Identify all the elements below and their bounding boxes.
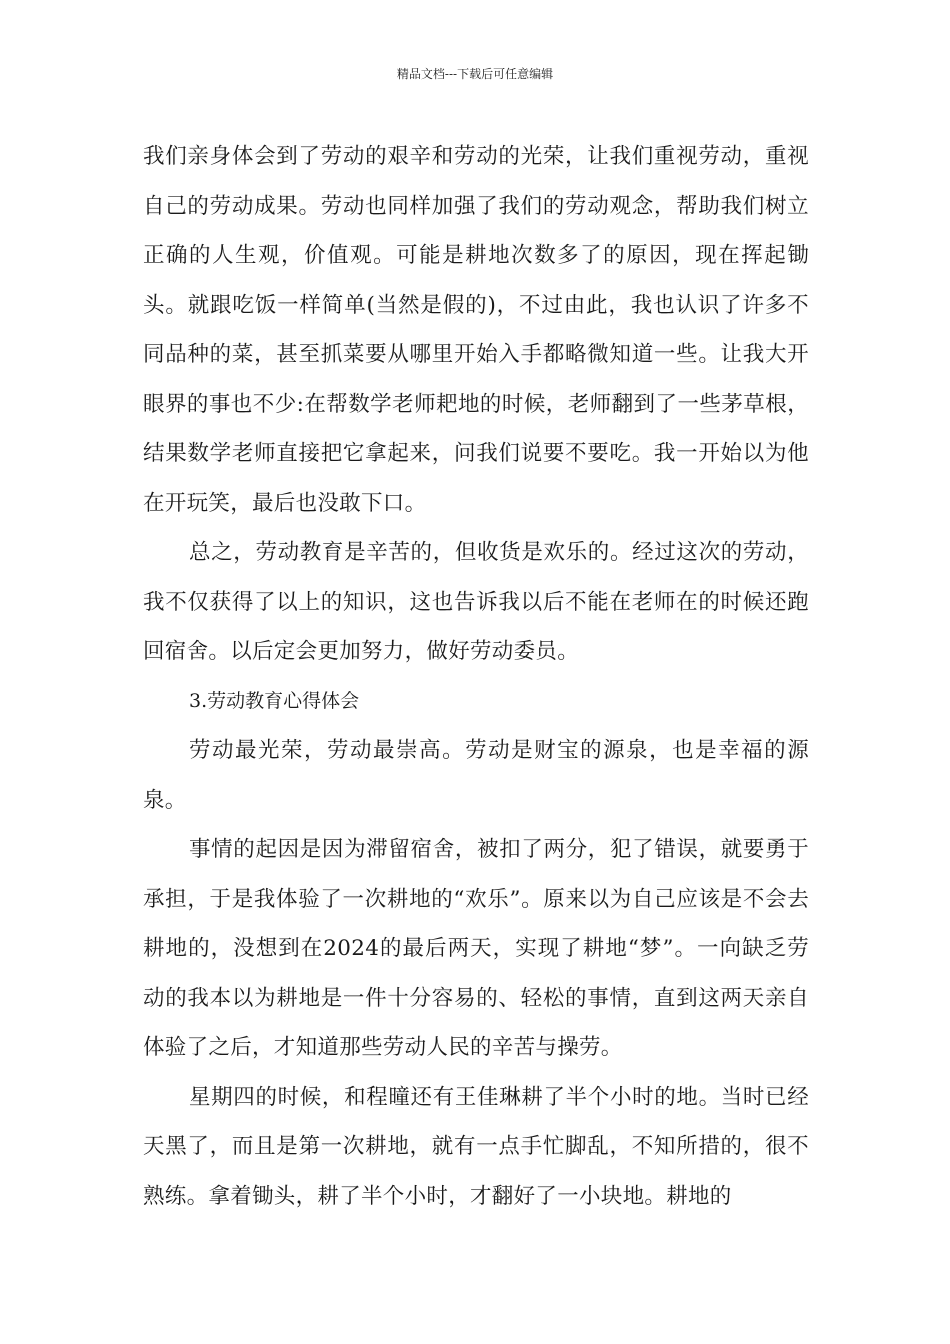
document-body bbox=[143, 132, 809, 1221]
paragraph-5: 星期四的时候，和程曈还有王佳琳耕了半个小时的地。当时已经天黑了，而且是第一次耕地，就有一点手忙脚乱，不知所措的，很不熟练。拿着锄头，耕了半个小时，才翻好了一小块地。耕地的 bbox=[143, 1084, 809, 1209]
paragraph-2: 总之，劳动教育是辛苦的，但收货是欢乐的。经过这次的劳动，我不仅获得了以上的知识，这也告诉我以后不能在老师在的时候还跑回宿舍。以后定会更加努力，做好劳动委员。 bbox=[143, 540, 809, 664]
paragraph-4: 事情的起因是因为滞留宿舍，被扣了两分，犯了错误，就要勇于承担，于是我体验了一次耕地的“欢乐”。原来以为自己应该是不会去耕地的，没想到在2024的最后两天，实现了耕地“梦”。一向缺乏劳动的我本以为耕地是一件十分容易的、轻松的事情，直到这两天亲自体验了之后，才知道那些劳动人民的辛苦与操劳。 bbox=[143, 837, 809, 1060]
section-heading: 3.劳动教育心得体会 bbox=[189, 689, 360, 712]
paragraph-1: 我们亲身体会到了劳动的艰辛和劳动的光荣，让我们重视劳动，重视自己的劳动成果。劳动也同样加强了我们的劳动观念，帮助我们树立正确的人生观，价值观。可能是耕地次数多了的原因，现在挥起锄头。就跟吃饭一样简单(当然是假的)，不过由此，我也认识了许多不同品种的菜，甚至抓菜要从哪里开始入手都略微知道一些。让我大开眼界的事也不少:在帮数学老师耙地的时候，老师翻到了一些茅草根，结果数学老师直接把它拿起来，问我们说要不要吃。我一开始以为他在开玩笑，最后也没敢下口。 bbox=[143, 144, 809, 516]
page-header: 精品文档---下载后可任意编辑 bbox=[396, 67, 554, 81]
paragraph-3: 劳动最光荣，劳动最崇高。劳动是财宝的源泉，也是幸福的源泉。 bbox=[143, 738, 809, 813]
